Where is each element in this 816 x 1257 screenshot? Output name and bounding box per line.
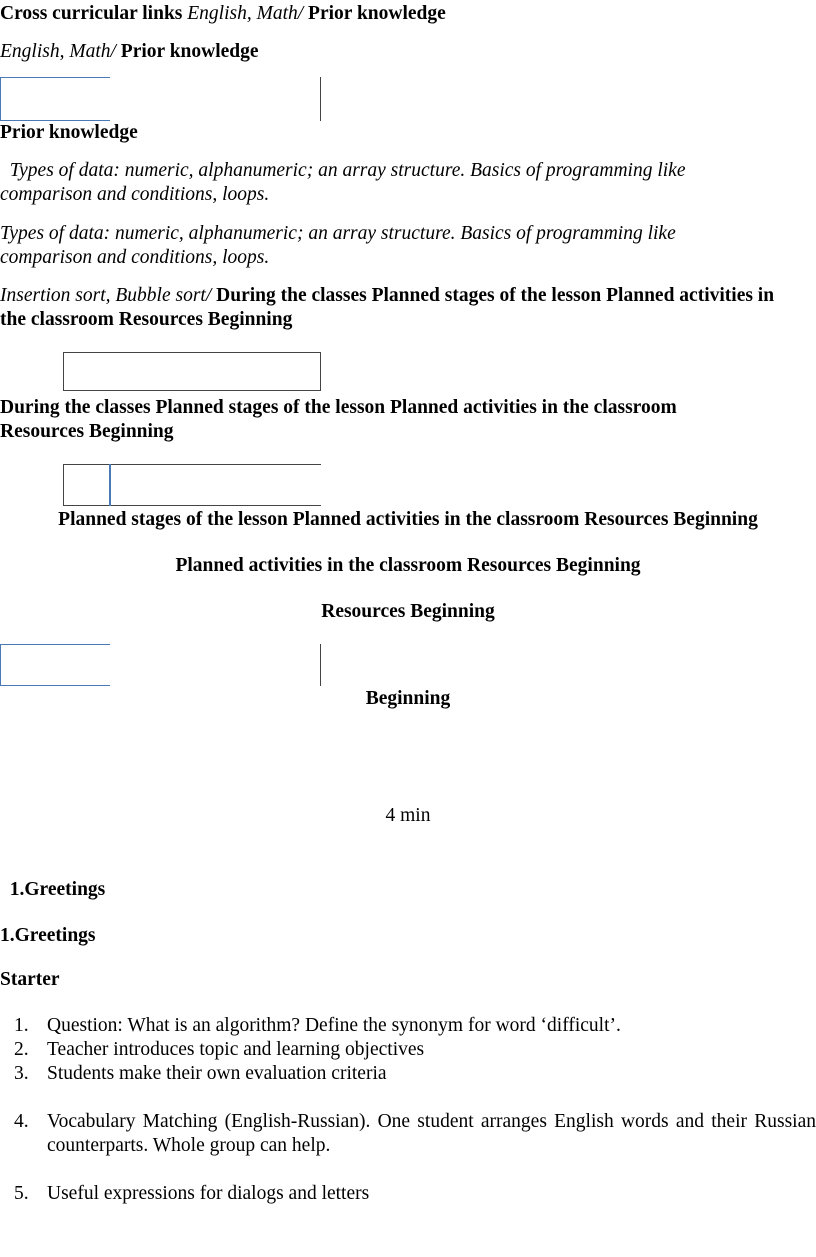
list-item	[14, 1014, 621, 1038]
prior-knowledge-text	[0, 159, 770, 207]
sorting-paragraph	[0, 284, 800, 332]
table-divider	[109, 464, 111, 506]
list-number: 2.	[14, 1039, 29, 1060]
table-cell-fragment	[63, 352, 321, 391]
during-classes-heading: During the classes Planned stages of the lesson Planned activities in the classroom Resources Beginning	[0, 397, 677, 442]
list-text: Useful expressions for dialogs and letters	[47, 1183, 370, 1204]
list-text: Question: What is an algorithm? Define the synonym for word ‘difficult’.	[47, 1015, 621, 1036]
missing-glyph: /	[297, 3, 304, 24]
beginning-heading: Beginning	[365, 688, 451, 709]
list-text: Students make their own evaluation criteria	[47, 1063, 387, 1084]
prior-knowledge-heading: Prior knowledge	[0, 122, 138, 143]
cross-curricular-paragraph	[0, 2, 446, 26]
subjects-text: English, Math	[0, 41, 111, 62]
subjects-paragraph	[0, 40, 259, 64]
during-classes-heading: During the classes Planned stages of the lesson Planned activities in the classroom Resources Beginning	[0, 285, 775, 330]
subjects-text: English, Math	[187, 3, 298, 24]
cross-curricular-label: Cross curricular links	[0, 3, 183, 24]
resources-heading: Resources Beginning	[321, 601, 495, 622]
list-number: 1.	[14, 1015, 29, 1036]
greetings-heading: 1.Greetings	[9, 879, 106, 900]
list-number: 5.	[14, 1183, 29, 1204]
greetings-paragraph	[0, 878, 105, 902]
starter-heading: Starter	[0, 969, 60, 990]
list-item	[14, 1182, 369, 1206]
table-divider	[320, 77, 321, 121]
table-cell-fragment	[0, 77, 110, 121]
prior-knowledge-heading: Prior knowledge	[308, 3, 446, 24]
missing-glyph: /	[110, 41, 121, 62]
list-number: 4.	[14, 1111, 29, 1132]
prior-knowledge-text: Types of data: numeric, alphanumeric; an array structure. Basics of programming like comparison and conditions, loops.	[0, 223, 676, 268]
list-text: Vocabulary Matching (English-Russian). One student arranges English words and their Russian counterparts. Whole group can help.	[47, 1111, 816, 1156]
table-cell-fragment	[0, 644, 110, 686]
list-number: 3.	[14, 1063, 29, 1084]
list-text: Teacher introduces topic and learning objectives	[47, 1039, 425, 1060]
planned-activities-heading: Planned activities in the classroom Resources Beginning	[175, 555, 641, 576]
sorts-text: Insertion sort, Bubble sort	[0, 285, 206, 306]
missing-glyph: /	[205, 285, 217, 306]
list-item	[14, 1062, 387, 1086]
planned-stages-heading: Planned stages of the lesson Planned activities in the classroom Resources Beginning	[58, 509, 758, 530]
table-cell-fragment	[63, 464, 321, 506]
table-divider	[320, 644, 321, 686]
greetings-heading: 1.Greetings	[0, 925, 96, 946]
types-of-data-text: Types of data: numeric, alphanumeric; an array structure. Basics of programming like comparison and conditions, loops.	[0, 160, 686, 205]
duration-text: 4 min	[385, 805, 431, 826]
list-item	[14, 1038, 424, 1062]
list-item	[14, 1110, 816, 1158]
prior-knowledge-heading: Prior knowledge	[120, 41, 259, 62]
